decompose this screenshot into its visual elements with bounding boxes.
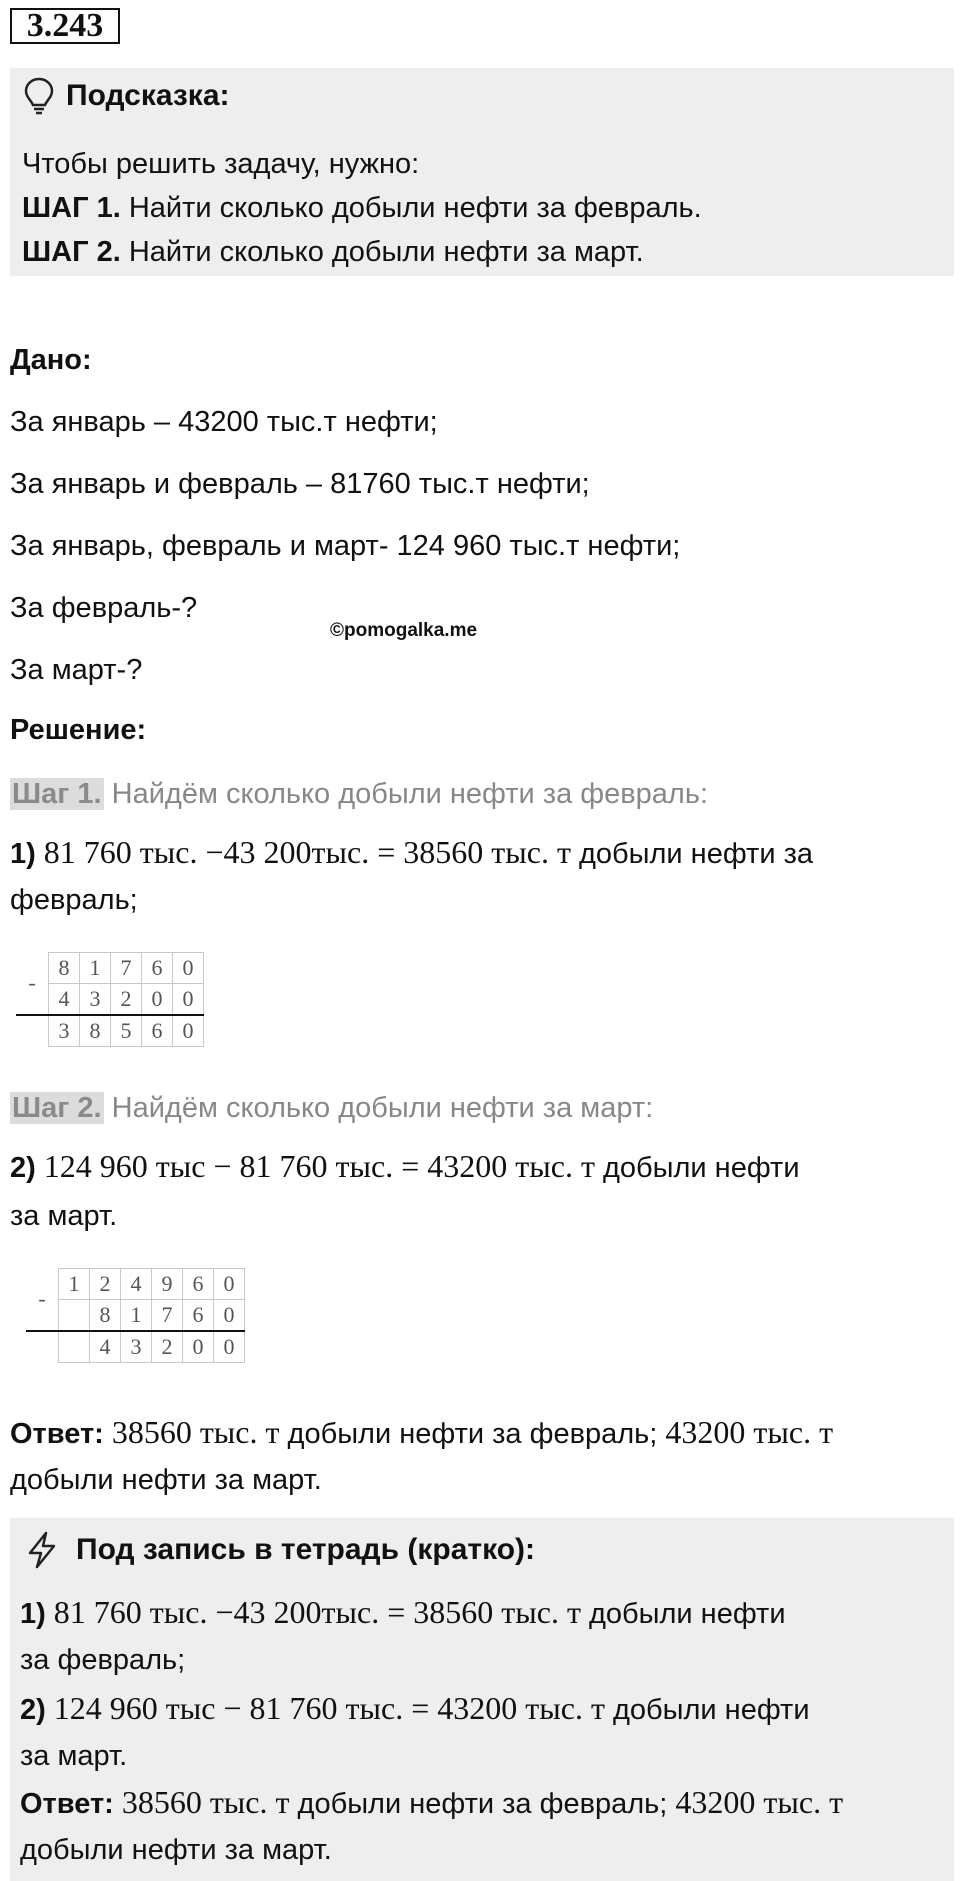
digit-cell — [59, 1300, 90, 1332]
hint-step-1 — [22, 188, 702, 228]
digit-cell: 6 — [183, 1300, 214, 1332]
solution-title: Решение: — [10, 714, 147, 746]
task-number: 3.243 — [10, 8, 120, 44]
step-2-text: Найдём сколько добыли нефти за март: — [103, 1092, 654, 1124]
hint-step-1-text: Найти сколько добыли нефти за февраль. — [120, 192, 702, 224]
lightning-icon — [22, 1530, 62, 1570]
digit-cell: 8 — [90, 1300, 121, 1332]
solution-step-2 — [10, 1088, 653, 1128]
equation-2-number: 2) — [10, 1152, 36, 1184]
equation-1 — [10, 832, 813, 874]
record-answer-math-1: 38560 тыс. т — [113, 1784, 290, 1820]
record-equation-2-math: 124 960 тыс − 81 760 тыс. = 43200 тыс. т — [45, 1690, 605, 1726]
equation-1-math: 81 760 тыс. −43 200тыс. = 38560 тыс. т — [35, 834, 571, 870]
digit-cell: 2 — [152, 1331, 183, 1363]
digit-cell: 6 — [142, 1015, 173, 1047]
given-line-4: За февраль-? — [10, 592, 198, 624]
digit-cell: 0 — [142, 984, 173, 1016]
hint-step-2-text: Найти сколько добыли нефти за март. — [120, 236, 644, 268]
record-answer-line-1 — [20, 1782, 843, 1824]
record-answer-math-2: 43200 тыс. т — [675, 1784, 844, 1820]
empty-cell — [16, 1015, 49, 1047]
equation-2-text: добыли нефти — [594, 1152, 800, 1184]
record-answer-label: Ответ: — [20, 1788, 114, 1820]
digit-cell: 8 — [80, 1015, 111, 1047]
table-row — [16, 953, 204, 984]
given-line-2: За январь и февраль – 81760 тыс.т нефти; — [10, 468, 590, 500]
record-equation-1-continuation: за февраль; — [20, 1644, 186, 1676]
answer-label: Ответ: — [10, 1418, 104, 1450]
equation-2-math: 124 960 тыс − 81 760 тыс. = 43200 тыс. т — [35, 1148, 595, 1184]
digit-cell: 1 — [80, 953, 111, 984]
hint-intro: Чтобы решить задачу, нужно: — [22, 148, 420, 180]
digit-cell: 0 — [173, 1015, 204, 1047]
hint-step-2-label: ШАГ 2. — [22, 236, 121, 268]
answer-line-2: добыли нефти за март. — [10, 1464, 322, 1496]
given-line-3: За январь, февраль и март- 124 960 тыс.т нефти; — [10, 530, 681, 562]
digit-cell: 3 — [49, 1015, 80, 1047]
record-answer-text: добыли нефти за февраль; — [289, 1788, 676, 1820]
record-equation-1 — [20, 1592, 786, 1634]
step-1-label: Шаг 1. — [12, 778, 102, 810]
hint-title: Подсказка: — [66, 79, 230, 112]
subtraction-table-1 — [16, 952, 204, 1047]
record-header — [22, 1528, 535, 1572]
empty-cell — [26, 1331, 59, 1363]
table-row — [26, 1269, 245, 1300]
digit-cell: 2 — [90, 1269, 121, 1300]
equation-1-text: добыли нефти за — [570, 838, 814, 870]
digit-cell — [59, 1331, 90, 1363]
digit-cell: 5 — [111, 1015, 142, 1047]
digit-cell: 0 — [173, 953, 204, 984]
step-1-text: Найдём сколько добыли нефти за февраль: — [103, 778, 709, 810]
subtraction-table-2 — [26, 1268, 245, 1363]
digit-cell: 1 — [121, 1300, 152, 1332]
digit-cell: 3 — [80, 984, 111, 1016]
hint-box — [10, 68, 954, 276]
digit-cell: 0 — [173, 984, 204, 1016]
equation-1-continuation: февраль; — [10, 884, 138, 916]
digit-cell: 4 — [90, 1331, 121, 1363]
table-row — [16, 1015, 204, 1047]
digit-cell: 0 — [214, 1300, 245, 1332]
table-row — [26, 1300, 245, 1332]
hint-header — [22, 74, 230, 118]
digit-cell: 0 — [183, 1331, 214, 1363]
equation-2 — [10, 1146, 800, 1188]
given-line-5: За март-? — [10, 654, 143, 686]
record-equation-2-text: добыли нефти — [604, 1694, 810, 1726]
answer-text: добыли нефти за февраль; — [279, 1418, 666, 1450]
digit-cell: 7 — [152, 1300, 183, 1332]
record-equation-1-math: 81 760 тыс. −43 200тыс. = 38560 тыс. т — [45, 1594, 581, 1630]
equation-2-continuation: за март. — [10, 1200, 118, 1232]
answer-line-1 — [10, 1412, 833, 1454]
lightbulb-icon — [22, 76, 56, 116]
record-box — [10, 1518, 954, 1881]
digit-cell: 4 — [49, 984, 80, 1016]
minus-sign: - — [16, 953, 49, 1016]
record-equation-2-number: 2) — [20, 1694, 46, 1726]
record-equation-1-number: 1) — [20, 1598, 46, 1630]
hint-step-1-label: ШАГ 1. — [22, 192, 121, 224]
given-title: Дано: — [10, 344, 92, 376]
minus-sign: - — [26, 1269, 59, 1332]
digit-cell: 6 — [142, 953, 173, 984]
record-answer-line-2: добыли нефти за март. — [20, 1834, 332, 1866]
record-equation-2 — [20, 1688, 810, 1730]
digit-cell: 0 — [214, 1269, 245, 1300]
record-title: Под запись в тетрадь (кратко): — [76, 1533, 536, 1566]
record-equation-1-text: добыли нефти — [580, 1598, 786, 1630]
record-equation-2-continuation: за март. — [20, 1740, 128, 1772]
table-row — [26, 1331, 245, 1363]
digit-cell: 7 — [111, 953, 142, 984]
given-line-1: За январь – 43200 тыс.т нефти; — [10, 406, 438, 438]
digit-cell: 1 — [59, 1269, 90, 1300]
watermark: ©pomogalka.me — [330, 620, 478, 641]
answer-math-1: 38560 тыс. т — [103, 1414, 280, 1450]
digit-cell: 0 — [214, 1331, 245, 1363]
step-2-label: Шаг 2. — [12, 1092, 102, 1124]
digit-cell: 4 — [121, 1269, 152, 1300]
hint-step-2 — [22, 232, 644, 272]
answer-math-2: 43200 тыс. т — [665, 1414, 834, 1450]
solution-step-1 — [10, 774, 708, 814]
digit-cell: 3 — [121, 1331, 152, 1363]
equation-1-number: 1) — [10, 838, 36, 870]
digit-cell: 6 — [183, 1269, 214, 1300]
digit-cell: 8 — [49, 953, 80, 984]
digit-cell: 2 — [111, 984, 142, 1016]
digit-cell: 9 — [152, 1269, 183, 1300]
